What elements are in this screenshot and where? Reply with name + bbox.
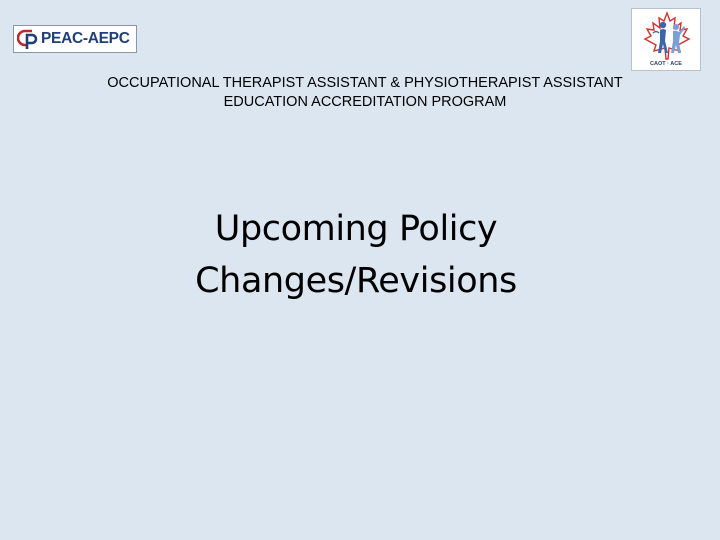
maple-leaf-figures-icon — [632, 9, 702, 65]
peac-aepc-logo — [13, 25, 137, 53]
caot-ace-logo — [631, 8, 701, 71]
peac-logo-mark-icon — [17, 28, 39, 50]
peac-logo-text: PEAC-AEPC — [41, 30, 130, 47]
slide-title — [80, 203, 632, 307]
program-header-line1: OCCUPATIONAL THERAPIST ASSISTANT & PHYSIOTHERAPIST ASSISTANT — [107, 75, 623, 91]
caot-logo-text: CAOT · ACE — [650, 61, 682, 67]
slide-title-line1: Upcoming Policy — [214, 209, 498, 249]
program-header — [40, 74, 690, 112]
slide-title-line2: Changes/Revisions — [195, 261, 517, 301]
program-header-line2: EDUCATION ACCREDITATION PROGRAM — [223, 94, 507, 110]
